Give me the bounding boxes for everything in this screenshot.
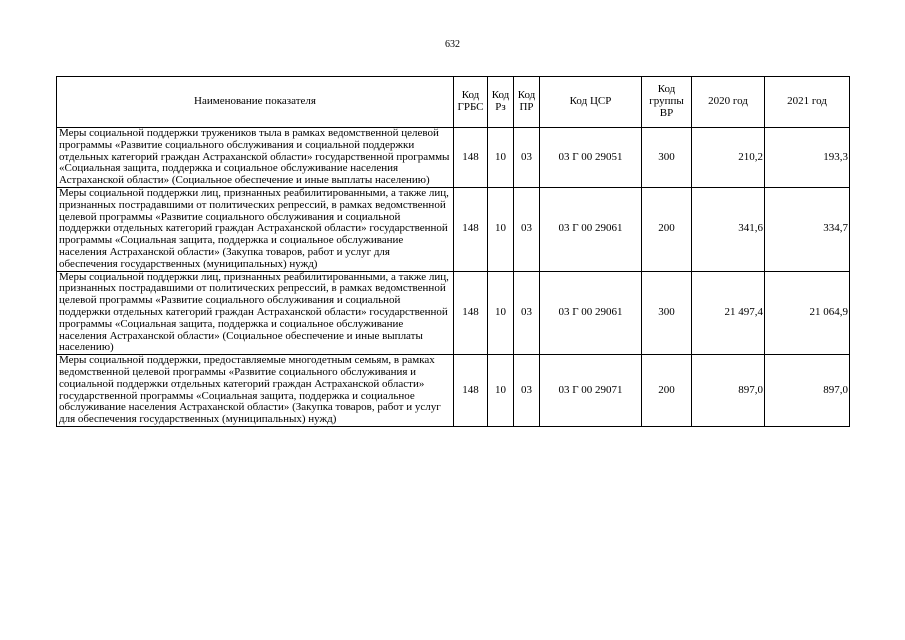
table-row <box>57 355 850 427</box>
row-rz: 10 <box>488 271 514 355</box>
row-csr: 03 Г 00 29051 <box>540 128 642 188</box>
header-2021: 2021 год <box>765 77 850 128</box>
row-name: Меры социальной поддержки, предоставляемые многодетным семьям, в рамках ведомственной целевой программы «Развитие социального обслуживания и социальной поддержки отдельных категорий граждан Астраханской области» государственной программы «Социальная защита, поддержка и социальное обслуживание населения Астраханской области» (Закупка товаров, работ и услуг для обеспечения государственных (муниципальных) нужд) <box>57 355 454 427</box>
table-header-row <box>57 77 850 128</box>
row-grbs: 148 <box>454 271 488 355</box>
header-pr: Код ПР <box>514 77 540 128</box>
row-2021: 193,3 <box>765 128 850 188</box>
row-rz: 10 <box>488 355 514 427</box>
row-name: Меры социальной поддержки лиц, признанных реабилитированными, а также лиц, признанных пострадавшими от политических репрессий, в рамках ведомственной целевой программы «Развитие социального обслуживания и социальной поддержки отдельных категорий граждан Астраханской области» государственной программы «Социальная защита, поддержка и социальное обслуживание населения Астраханской области» (Социальное обеспечение и иные выплаты населению) <box>57 271 454 355</box>
row-2020: 210,2 <box>692 128 765 188</box>
row-grbs: 148 <box>454 187 488 271</box>
row-2020: 341,6 <box>692 187 765 271</box>
row-vr: 200 <box>642 355 692 427</box>
row-rz: 10 <box>488 128 514 188</box>
row-csr: 03 Г 00 29071 <box>540 355 642 427</box>
header-2020: 2020 год <box>692 77 765 128</box>
row-vr: 200 <box>642 187 692 271</box>
row-csr: 03 Г 00 29061 <box>540 187 642 271</box>
table-row <box>57 187 850 271</box>
row-vr: 300 <box>642 271 692 355</box>
row-csr: 03 Г 00 29061 <box>540 271 642 355</box>
row-2021: 21 064,9 <box>765 271 850 355</box>
table-row <box>57 128 850 188</box>
row-vr: 300 <box>642 128 692 188</box>
row-pr: 03 <box>514 271 540 355</box>
row-2020: 897,0 <box>692 355 765 427</box>
header-name: Наименование показателя <box>57 77 454 128</box>
row-rz: 10 <box>488 187 514 271</box>
header-csr: Код ЦСР <box>540 77 642 128</box>
row-name: Меры социальной поддержки тружеников тыла в рамках ведомственной целевой программы «Развитие социального обслуживания и социальной поддержки отдельных категорий граждан Астраханской области» государственной программы «Социальная защита, поддержка и социальное обслуживание населения Астраханской области» (Социальное обеспечение и иные выплаты населению) <box>57 128 454 188</box>
budget-table <box>56 76 850 427</box>
row-2021: 897,0 <box>765 355 850 427</box>
row-2020: 21 497,4 <box>692 271 765 355</box>
header-rz: Код Рз <box>488 77 514 128</box>
row-grbs: 148 <box>454 128 488 188</box>
table-row <box>57 271 850 355</box>
header-vr: Код группы ВР <box>642 77 692 128</box>
row-pr: 03 <box>514 355 540 427</box>
page-number: 632 <box>445 39 460 50</box>
row-pr: 03 <box>514 128 540 188</box>
row-name: Меры социальной поддержки лиц, признанных реабилитированными, а также лиц, признанных пострадавшими от политических репрессий, в рамках ведомственной целевой программы «Развитие социального обслуживания и социальной поддержки отдельных категорий граждан Астраханской области» государственной программы «Социальная защита, поддержка и социальное обслуживание населения Астраханской области» (Закупка товаров, работ и услуг для обеспечения государственных (муниципальных) нужд) <box>57 187 454 271</box>
row-grbs: 148 <box>454 355 488 427</box>
row-2021: 334,7 <box>765 187 850 271</box>
row-pr: 03 <box>514 187 540 271</box>
header-grbs: Код ГРБС <box>454 77 488 128</box>
